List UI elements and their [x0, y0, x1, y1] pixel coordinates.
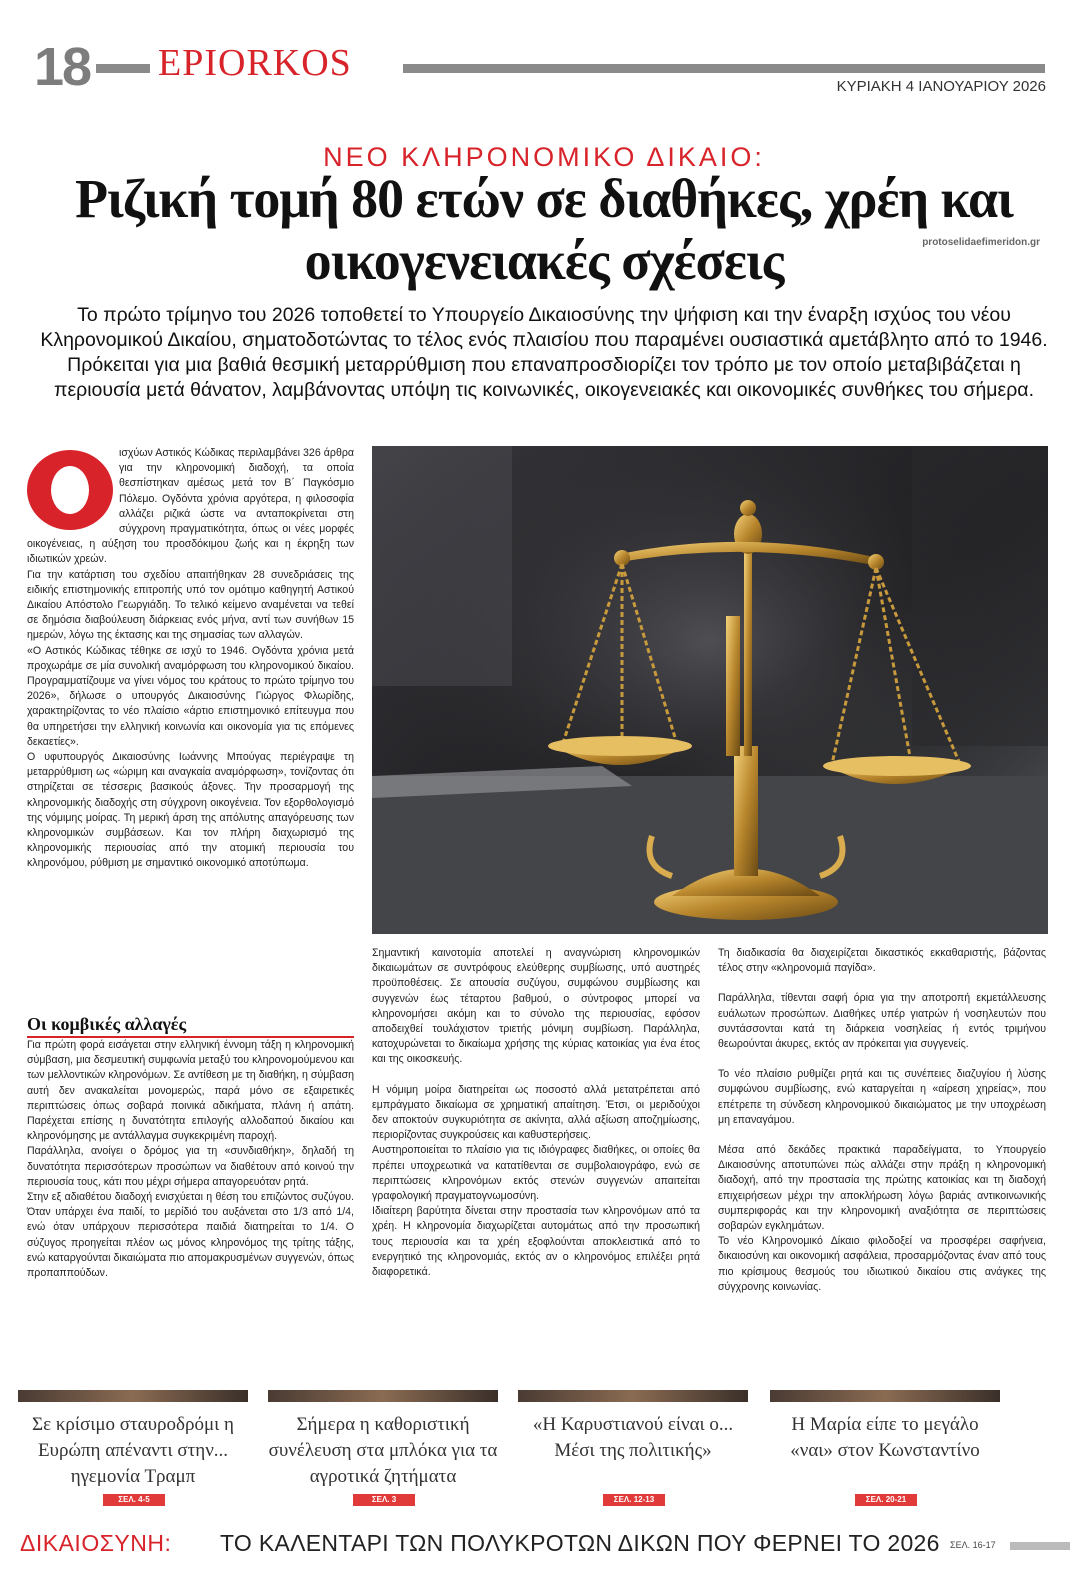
col3-paragraph-2: Παράλληλα, τίθενται σαφή όρια για την αποτροπή εκμετάλλευσης ευάλωτων προσώπων. Διαθήκες υπέρ γιατρών ή νοσηλευτών που συντάσσονται κατά τη διάρκεια νοσηλείας ή εντός τριμήνου θεωρούνται άκυρες, εκτός αν πρόκειται για συγγενείς.: [718, 992, 1046, 1051]
masthead: [0, 0, 1088, 110]
col1-paragraph-4: Ο υφυπουργός Δικαιοσύνης Ιωάννης Μπούγας περιέγραψε τη μεταρρύθμιση ως «ώριμη και αναγκαία αναμόρφωση», τονίζοντας ότι στηρίζεται σε τέσσερις βασικούς άξονες. Την προσαρμογή της κληρονομικής διαδοχής στη σύγχρονη οικογένεια. Τον εξορθολογισμό της νόμιμης μοίρας. Τη μερική άρση της απόλυτης απαγόρευσης των κληρονομικών συμβάσεων. Και τον πλήρη διαχωρισμό της κληρονομικής περιουσίας από την ατομική περιουσία του κληρονόμου, ρύθμιση με σημαντικό οικονομικό αποτύπωμα.: [27, 751, 354, 870]
bottom-banner[interactable]: [0, 1524, 1088, 1564]
kicker: ΝΕΟ ΚΛΗΡΟΝΟΜΙΚΟ ΔΙΚΑΙΟ:: [323, 142, 765, 172]
teaser-2[interactable]: [268, 1390, 498, 1508]
lead-paragraph: Το πρώτο τρίμηνο του 2026 τοποθετεί το Υπουργείο Δικαιοσύνης την ψήφιση και την έναρξη ισχύος του νέου Κληρονομικού Δικαίου, σηματοδοτώντας το τέλος ενός πλαισίου που παραμένει ουσιαστικά αμετάβλητο από το 1946. Πρόκειται για μια βαθιά θεσμική μεταρρύθμιση που επαναπροσδιορίζει τον τρόπο με τον οποίο μεταβιβάζεται η περιουσία μετά θάνατον, λαμβάνοντας υπόψη τις κοινωνικές, οικογενειακές και οικονομικές συνθήκες του σήμερα.: [40, 304, 1048, 401]
col1-paragraph-1: ισχύων Αστικός Κώδικας περιλαμβάνει 326 άρθρα για την κληρονομική διαδοχή, τα οποία θεσπίστηκαν αμέσως μετά τον Β΄ Παγκόσμιο Πόλεμο. Ογδόντα χρόνια αργότερα, η φιλοσοφία αλλάζει ριζικά ώστε να ανταποκρίνεται στη σύγχρονη πραγματικότητα, όπως οι νέες μορφές οικογένειας, η αύξηση του προσδόκιμου ζωής και η έκρηξη των ιδιωτικών χρεών.: [27, 447, 354, 566]
dateline: ΚΥΡΙΑΚΗ 4 ΙΑΝΟΥΑΡΙΟΥ 2026: [836, 78, 1046, 95]
teaser-photo-strip: [18, 1390, 248, 1402]
teaser-photo-strip: [268, 1390, 498, 1402]
banner-text: ΤΟ ΚΑΛΕΝΤΑΡΙ ΤΩΝ ΠΟΛΥΚΡΟΤΩΝ ΔΙΚΩΝ ΠΟΥ ΦΕΡΝΕΙ ΤΟ 2026: [220, 1530, 940, 1556]
col1-paragraph-2: Για την κατάρτιση του σχεδίου απαιτήθηκαν 28 συνεδριάσεις της ειδικής επιστημονικής επιτροπής υπό τον ομότιμο καθηγητή Αστικού Δικαίου Απόστολο Γεωργιάδη. Το τελικό κείμενο αναμένεται να τεθεί σε δημόσια διαβούλευση διάρκειας ενός μήνα, αντί των συνήθων 15 ημερών, λόγω της έκτασης και της σημασίας των αλλαγών.: [27, 568, 354, 642]
teaser-page-ref: ΣΕΛ. 3: [353, 1494, 415, 1506]
teaser-title: Η Μαρία είπε το μεγάλο «ναι» στον Κωνσταντίνο: [790, 1414, 980, 1461]
banner-page-ref: ΣΕΛ. 16-17: [950, 1540, 996, 1550]
banner-rule: [1010, 1542, 1070, 1550]
dropcap-o: [27, 450, 113, 530]
col1-paragraph-3: «Ο Αστικός Κώδικας τέθηκε σε ισχύ το 1946. Ογδόντα χρόνια μετά προχωράμε σε μία συνολική αναμόρφωση του κληρονομικού δικαίου. Προγραμματίζουμε να γίνει νόμος του κράτους το πρώτο τρίμηνο του 2026», δήλωσε ο υπουργός Δικαιοσύνης Γιώργος Φλωρίδης, χαρακτηρίζοντας το νέο πλαίσιο «άρτιο επιστημονικό επίτευγμα που θα υπηρετήσει την ελληνική κοινωνία και οικονομία για τις επόμενες δεκαετίες».: [27, 644, 354, 748]
col2-paragraph-4: Ιδιαίτερη βαρύτητα δίνεται στην προστασία των κληρονόμων από τα χρέη. Η κληρονομία διαχωρίζεται αυτομάτως από την προσωπική τους περιουσία και τα χρέη εξοφλούνται αποκλειστικά από το ενεργητικό της κληρονομιάς, εκτός αν ο κληρονόμος επιλέξει ρητά διαφορετικά.: [372, 1205, 700, 1279]
source-credit: protoselidaefimeridon.gr: [922, 237, 1040, 248]
teaser-photo-strip: [770, 1390, 1000, 1402]
teaser-title: Σήμερα η καθοριστική συνέλευση στα μπλόκα για τα αγροτικά ζητήματα: [268, 1414, 498, 1487]
teaser-4[interactable]: [770, 1390, 1000, 1508]
headline-line-1: Ριζική τομή 80 ετών σε διαθήκες, χρέη και: [75, 168, 1013, 229]
col3-paragraph-4: Μέσα από δεκάδες πρακτικά παραδείγματα, το Υπουργείο Δικαιοσύνης αποτυπώνει πώς αλλάζει στην πράξη η κληρονομική διαδοχή, από την προστασία της πρώτης κατοικίας και τη διαδοχή επιχειρήσεων μέχρι την αποκλήρωση λόγω βαριάς αντικοινωνικής συμπεριφοράς και την κληρονομική αναξιότητα σε περιπτώσεις σοβαρών εγκλημάτων.: [718, 1144, 1046, 1233]
teaser-strip: [18, 1390, 1070, 1510]
subheading: Οι κομβικές αλλαγές: [27, 1014, 187, 1034]
col3-paragraph-3: Το νέο πλαίσιο ρυθμίζει ρητά και τις συνέπειες διαζυγίου ή λύσης συμφώνου συμβίωσης, ενώ καταργείται η «αίρεση χηρείας», που επέτρεπε τη σύνδεση κληρονομικού δικαιώματος με την υποχρέωση μη επαναγάμου.: [718, 1068, 1046, 1126]
col1b-paragraph-2: Παράλληλα, ανοίγει ο δρόμος για τη «συνδιαθήκη», δηλαδή τη δυνατότητα περισσότερων προσώπων να διαθέτουν από κοινού την περιουσία τους, κάτι που μέχρι σήμερα απαγορευόταν ρητά.: [27, 1145, 354, 1188]
scales-of-justice-icon: [372, 446, 1048, 934]
masthead-rule-short: [96, 64, 150, 73]
col2-paragraph-2: Η νόμιμη μοίρα διατηρείται ως ποσοστό αλλά μετατρέπεται από εμπράγματο δικαίωμα σε χρηματική απαίτηση. Έτσι, οι μεριδούχοι δεν αποκτούν συγκυριότητα σε ακίνητα, αλλά αξίωση αποζημίωσης, περιορίζοντας συγκρούσεις και καθυστερήσεις.: [372, 1083, 700, 1142]
column-1: [27, 446, 354, 872]
col3-paragraph-1: Τη διαδικασία θα διαχειρίζεται δικαστικός εκκαθαριστής, βάζοντας τέλος στην «κληρονομιά παγίδα».: [718, 947, 1046, 975]
teaser-3[interactable]: [518, 1390, 748, 1508]
banner-label: ΔΙΚΑΙΟΣΥΝΗ:: [20, 1530, 172, 1556]
col3-paragraph-5: Το νέο Κληρονομικό Δίκαιο φιλοδοξεί να προσφέρει σαφήνεια, δικαιοσύνη και οικονομική ασφάλεια, προσαρμόζοντας έναν από τους πιο κρίσιμους θεσμούς του ιδιωτικού δικαίου στις ανάγκες της σύγχρονης κοινωνίας.: [718, 1235, 1046, 1293]
col1b-paragraph-3: Στην εξ αδιαθέτου διαδοχή ενισχύεται η θέση του επιζώντος συζύγου. Όταν υπάρχει ένα παιδί, το μερίδιό του αυξάνεται στο 1/3 από 1/4, ενώ όταν υπάρχουν περισσότερα παιδιά διατηρείται το 1/4. Ο σύζυγος προηγείται πλέον ως μόνος κληρονόμος της τρίτης τάξης, ενώ καταργούνται δικαιώματα πιο απομακρυσμένων συγγενών, όπως προπαππούδων.: [27, 1191, 354, 1280]
headline: [30, 168, 1057, 292]
col2-paragraph-3: Αυστηροποιείται το πλαίσιο για τις ιδιόγραφες διαθήκες, οι οποίες θα πρέπει υποχρεωτικά να κατατίθενται σε συμβολαιογράφο, ενώ σε περιπτώσεις κληρονόμων εκτός στενών συγγενών απαιτείται γραφολογική πραγματογνωμοσύνη.: [372, 1144, 700, 1203]
column-2: [372, 946, 700, 1280]
teaser-page-ref: ΣΕΛ. 20-21: [855, 1494, 917, 1506]
teaser-page-ref: ΣΕΛ. 12-13: [603, 1494, 665, 1506]
teaser-photo-strip: [518, 1390, 748, 1402]
article-photo: [372, 446, 1048, 934]
column-1-lower: [27, 1038, 354, 1281]
teaser-title: «Η Καρυστιανού είναι ο... Μέσι της πολιτικής»: [532, 1414, 734, 1461]
teaser-title: Σε κρίσιμο σταυροδρόμι η Ευρώπη απέναντι στην... ηγεμονία Τραμπ: [32, 1414, 234, 1487]
headline-line-2: οικογενειακές σχέσεις: [304, 230, 784, 291]
page-number: 18: [34, 37, 91, 97]
col2-paragraph-1: Σημαντική καινοτομία αποτελεί η αναγνώριση κληρονομικών δικαιωμάτων σε συντρόφους ελεύθερης συμβίωσης, υπό αυστηρές προϋποθέσεις. Σε απουσία συζύγου, συμφώνου συμβίωσης και συγγενών έως τέταρτου βαθμού, ο σύντροφος μπορεί να κληρονομήσει ακόμη και το σύνολο της περιουσίας, εφόσον αποδειχθεί τουλάχιστον τριετής μόνιμη συμβίωση. Παράλληλα, κατοχυρώνεται το δικαίωμα χρήσης της κύριας κατοικίας για ένα έτος και της οικοσκευής.: [372, 947, 700, 1066]
masthead-rule-long: [403, 64, 1045, 73]
col1b-paragraph-1: Για πρώτη φορά εισάγεται στην ελληνική έννομη τάξη η κληρονομική σύμβαση, μια δεσμευτική συμφωνία μεταξύ του κληρονομούμενου και των μελλοντικών κληρονόμων. Σε αντίθεση με τη διαθήκη, η σύμβαση αυτή δεν ανακαλείται μονομερώς, παρά μόνο σε εξαιρετικές περιπτώσεις όπως σοβαρά ποινικά αδικήματα, πλάνη ή απάτη. Παρέχεται επίσης η δυνατότητα επιλογής αλλοδαπού δικαίου και κληρονόμησης με αντάλλαγμα συγκεκριμένη παροχή.: [27, 1039, 354, 1143]
teaser-1[interactable]: [18, 1390, 248, 1508]
brand-logo: EPIORKOS: [158, 42, 352, 84]
column-3: [718, 946, 1046, 1295]
teaser-page-ref: ΣΕΛ. 4-5: [103, 1494, 165, 1506]
